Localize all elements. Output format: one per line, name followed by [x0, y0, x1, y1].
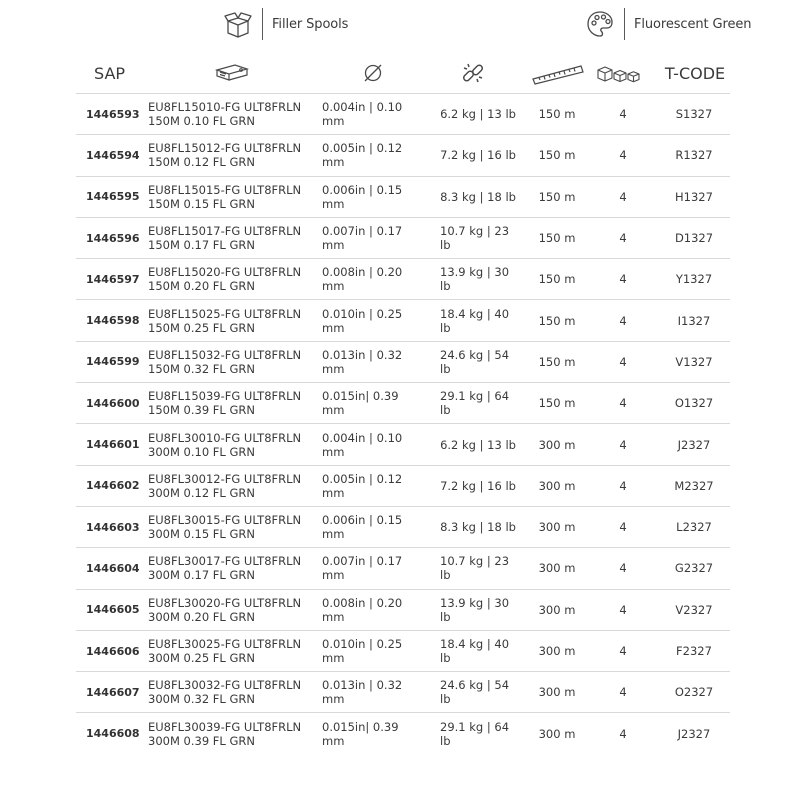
length-value: 150 m [538, 148, 576, 163]
sap-number: 1446598 [86, 314, 140, 328]
description-line-1: EU8FL30025-FG ULT8FRLN [148, 637, 302, 651]
description-line-1: EU8FL15020-FG ULT8FRLN [148, 265, 302, 280]
breaking-strength-value: 29.1 kg | 64 lb [440, 719, 510, 748]
sap-number: 1446593 [86, 107, 140, 121]
sap-number: 1446600 [86, 396, 140, 410]
breaking-strength-value: 10.7 kg | 23 lb [440, 554, 510, 583]
description-line-2: 150M 0.15 FL GRN [148, 196, 255, 211]
spool-type-info [222, 6, 348, 42]
table-row [76, 712, 730, 753]
diameter-value: 0.010in | 0.25 mm [322, 306, 403, 335]
breaking-strength-value: 29.1 kg | 64 lb [440, 389, 510, 418]
tcode-value: S1327 [675, 107, 713, 122]
diameter-value: 0.005in | 0.12 mm [322, 141, 403, 170]
description-line-2: 300M 0.10 FL GRN [148, 444, 255, 459]
sap-number: 1446603 [86, 520, 140, 534]
divider [624, 8, 625, 40]
length-value: 150 m [538, 107, 576, 122]
description-line-2: 150M 0.25 FL GRN [148, 320, 255, 335]
breaking-strength-value: 10.7 kg | 23 lb [440, 224, 510, 253]
color-label: Fluorescent Green [634, 16, 752, 32]
description-line-1: EU8FL15015-FG ULT8FRLN [148, 182, 302, 197]
sap-number: 1446597 [86, 272, 140, 286]
breaking-strength-value: 8.3 kg | 18 lb [440, 520, 516, 535]
diameter-value: 0.005in | 0.12 mm [322, 471, 403, 500]
breaking-strength-value: 24.6 kg | 54 lb [440, 347, 510, 376]
product-description [148, 631, 301, 671]
product-description [148, 548, 301, 588]
boxes-icon [596, 56, 642, 90]
sap-number: 1446594 [86, 148, 140, 162]
pack-quantity: 4 [619, 313, 627, 328]
description-line-2: 300M 0.17 FL GRN [148, 568, 255, 583]
sap-number: 1446607 [86, 685, 140, 699]
length-value: 150 m [538, 313, 576, 328]
product-description [148, 466, 301, 506]
tcode-value: Y1327 [675, 272, 713, 287]
description-line-2: 300M 0.15 FL GRN [148, 527, 255, 542]
description-line-1: EU8FL15012-FG ULT8FRLN [148, 141, 302, 156]
diameter-value: 0.013in | 0.32 mm [322, 347, 403, 376]
breaking-strength-value: 7.2 kg | 16 lb [440, 478, 516, 493]
diameter-value: 0.010in | 0.25 mm [322, 637, 403, 665]
description-line-1: EU8FL15010-FG ULT8FRLN [148, 100, 302, 115]
pack-quantity: 4 [619, 685, 627, 700]
length-value: 300 m [538, 685, 576, 700]
description-line-2: 150M 0.10 FL GRN [148, 114, 255, 129]
color-info [584, 6, 751, 42]
description-line-2: 300M 0.12 FL GRN [148, 485, 255, 500]
product-description [148, 672, 301, 712]
sap-number: 1446596 [86, 231, 140, 245]
diameter-value: 0.004in | 0.10 mm [322, 430, 403, 459]
tcode-value: O1327 [674, 396, 714, 411]
tcode-value: J2327 [677, 726, 711, 741]
tcode-value: M2327 [674, 478, 714, 493]
description-line-2: 300M 0.25 FL GRN [148, 651, 255, 665]
table-row [76, 341, 730, 382]
open-box-icon [222, 8, 254, 40]
breaking-strength-value: 13.9 kg | 30 lb [440, 265, 510, 294]
diameter-icon [358, 56, 388, 90]
table-row [76, 630, 730, 671]
table-header [0, 56, 800, 90]
diameter-value: 0.008in | 0.20 mm [322, 265, 403, 294]
product-description [148, 94, 301, 134]
diameter-value: 0.013in | 0.32 mm [322, 678, 403, 707]
table-row [76, 547, 730, 588]
tcode-value: V2327 [675, 602, 713, 617]
diameter-value: 0.006in | 0.15 mm [322, 182, 403, 211]
description-line-1: EU8FL30039-FG ULT8FRLN [148, 719, 302, 734]
table-row [76, 93, 730, 134]
sap-number: 1446599 [86, 355, 140, 369]
diameter-value: 0.006in | 0.15 mm [322, 513, 403, 542]
breaking-strength-value: 7.2 kg | 16 lb [440, 148, 516, 163]
spool-type-label: Filler Spools [272, 16, 349, 32]
column-header-sap: SAP [94, 63, 126, 83]
sap-number: 1446601 [86, 438, 140, 452]
product-description [148, 300, 301, 340]
pack-quantity: 4 [619, 644, 627, 658]
length-value: 300 m [538, 437, 576, 452]
product-tag-icon [210, 56, 254, 90]
table-row [76, 506, 730, 547]
pack-quantity: 4 [619, 602, 627, 617]
description-line-1: EU8FL15017-FG ULT8FRLN [148, 224, 302, 239]
product-description [148, 424, 301, 464]
diameter-value: 0.008in | 0.20 mm [322, 595, 403, 624]
tcode-value: O2327 [674, 685, 714, 700]
description-line-1: EU8FL15025-FG ULT8FRLN [148, 306, 302, 321]
description-line-2: 150M 0.32 FL GRN [148, 361, 255, 376]
pack-quantity: 4 [619, 396, 627, 411]
length-value: 150 m [538, 272, 576, 287]
product-description [148, 218, 301, 258]
tcode-value: G2327 [674, 561, 714, 576]
product-description [148, 177, 301, 217]
length-value: 300 m [538, 520, 576, 535]
table-row [76, 217, 730, 258]
pack-quantity: 4 [619, 520, 627, 535]
breaking-strength-value: 18.4 kg | 40 lb [440, 306, 510, 335]
breaking-strength-value: 24.6 kg | 54 lb [440, 678, 510, 707]
description-line-1: EU8FL15039-FG ULT8FRLN [148, 389, 302, 404]
tcode-value: F2327 [676, 644, 712, 658]
tcode-value: H1327 [675, 189, 713, 204]
table-row [76, 671, 730, 712]
tcode-value: J2327 [677, 437, 711, 452]
description-line-1: EU8FL15032-FG ULT8FRLN [148, 347, 302, 362]
ruler-icon [530, 56, 586, 90]
description-line-1: EU8FL30010-FG ULT8FRLN [148, 430, 302, 445]
product-description [148, 590, 301, 630]
table-row [76, 465, 730, 506]
sap-number: 1446604 [86, 561, 140, 575]
product-description [148, 383, 301, 423]
sap-number: 1446595 [86, 190, 140, 204]
description-line-2: 150M 0.12 FL GRN [148, 155, 255, 170]
chain-link-icon [458, 56, 488, 90]
table-row [76, 299, 730, 340]
diameter-value: 0.007in | 0.17 mm [322, 554, 403, 583]
pack-quantity: 4 [619, 231, 627, 246]
tcode-value: D1327 [674, 231, 714, 246]
table-row [76, 382, 730, 423]
pack-quantity: 4 [619, 478, 627, 493]
table-row [76, 423, 730, 464]
pack-quantity: 4 [619, 107, 627, 122]
description-line-1: EU8FL30015-FG ULT8FRLN [148, 513, 302, 528]
description-line-1: EU8FL30012-FG ULT8FRLN [148, 471, 302, 486]
length-value: 300 m [538, 478, 576, 493]
tcode-value: I1327 [677, 313, 711, 328]
length-value: 300 m [538, 726, 576, 741]
sap-number: 1446606 [86, 644, 140, 658]
table-row [76, 589, 730, 630]
length-value: 300 m [538, 602, 576, 617]
palette-icon [584, 8, 616, 40]
description-line-2: 300M 0.32 FL GRN [148, 692, 255, 707]
diameter-value: 0.007in | 0.17 mm [322, 224, 403, 253]
breaking-strength-value: 6.2 kg | 13 lb [440, 437, 516, 452]
divider [262, 8, 263, 40]
pack-quantity: 4 [619, 437, 627, 452]
product-description [148, 713, 301, 753]
table-row [76, 134, 730, 175]
product-description [148, 507, 301, 547]
pack-quantity: 4 [619, 561, 627, 576]
breaking-strength-value: 18.4 kg | 40 lb [440, 637, 510, 665]
description-line-2: 300M 0.39 FL GRN [148, 733, 255, 748]
description-line-2: 150M 0.39 FL GRN [148, 403, 255, 418]
product-description [148, 342, 301, 382]
diameter-value: 0.004in | 0.10 mm [322, 100, 403, 129]
length-value: 150 m [538, 231, 576, 246]
breaking-strength-value: 8.3 kg | 18 lb [440, 189, 516, 204]
tcode-value: V1327 [675, 354, 713, 369]
tcode-value: L2327 [676, 520, 712, 535]
column-header-tcode: T-CODE [664, 63, 726, 83]
length-value: 300 m [538, 644, 576, 658]
diameter-value: 0.015in| 0.39 mm [322, 389, 399, 418]
description-line-1: EU8FL30020-FG ULT8FRLN [148, 595, 302, 610]
pack-quantity: 4 [619, 726, 627, 741]
sap-number: 1446602 [86, 479, 140, 493]
length-value: 300 m [538, 561, 576, 576]
sap-number: 1446608 [86, 727, 140, 741]
length-value: 150 m [538, 354, 576, 369]
sap-number: 1446605 [86, 603, 140, 617]
pack-quantity: 4 [619, 272, 627, 287]
product-table [76, 93, 730, 754]
product-description [148, 259, 301, 299]
description-line-1: EU8FL30032-FG ULT8FRLN [148, 678, 302, 693]
description-line-2: 150M 0.20 FL GRN [148, 279, 255, 294]
length-value: 150 m [538, 396, 576, 411]
product-description [148, 135, 301, 175]
diameter-value: 0.015in| 0.39 mm [322, 719, 399, 748]
breaking-strength-value: 13.9 kg | 30 lb [440, 595, 510, 624]
tcode-value: R1327 [675, 148, 713, 163]
description-line-2: 150M 0.17 FL GRN [148, 238, 255, 253]
pack-quantity: 4 [619, 354, 627, 369]
table-row [76, 176, 730, 217]
pack-quantity: 4 [619, 148, 627, 163]
table-row [76, 258, 730, 299]
breaking-strength-value: 6.2 kg | 13 lb [440, 107, 516, 122]
length-value: 150 m [538, 189, 576, 204]
description-line-1: EU8FL30017-FG ULT8FRLN [148, 554, 302, 569]
pack-quantity: 4 [619, 189, 627, 204]
description-line-2: 300M 0.20 FL GRN [148, 609, 255, 624]
